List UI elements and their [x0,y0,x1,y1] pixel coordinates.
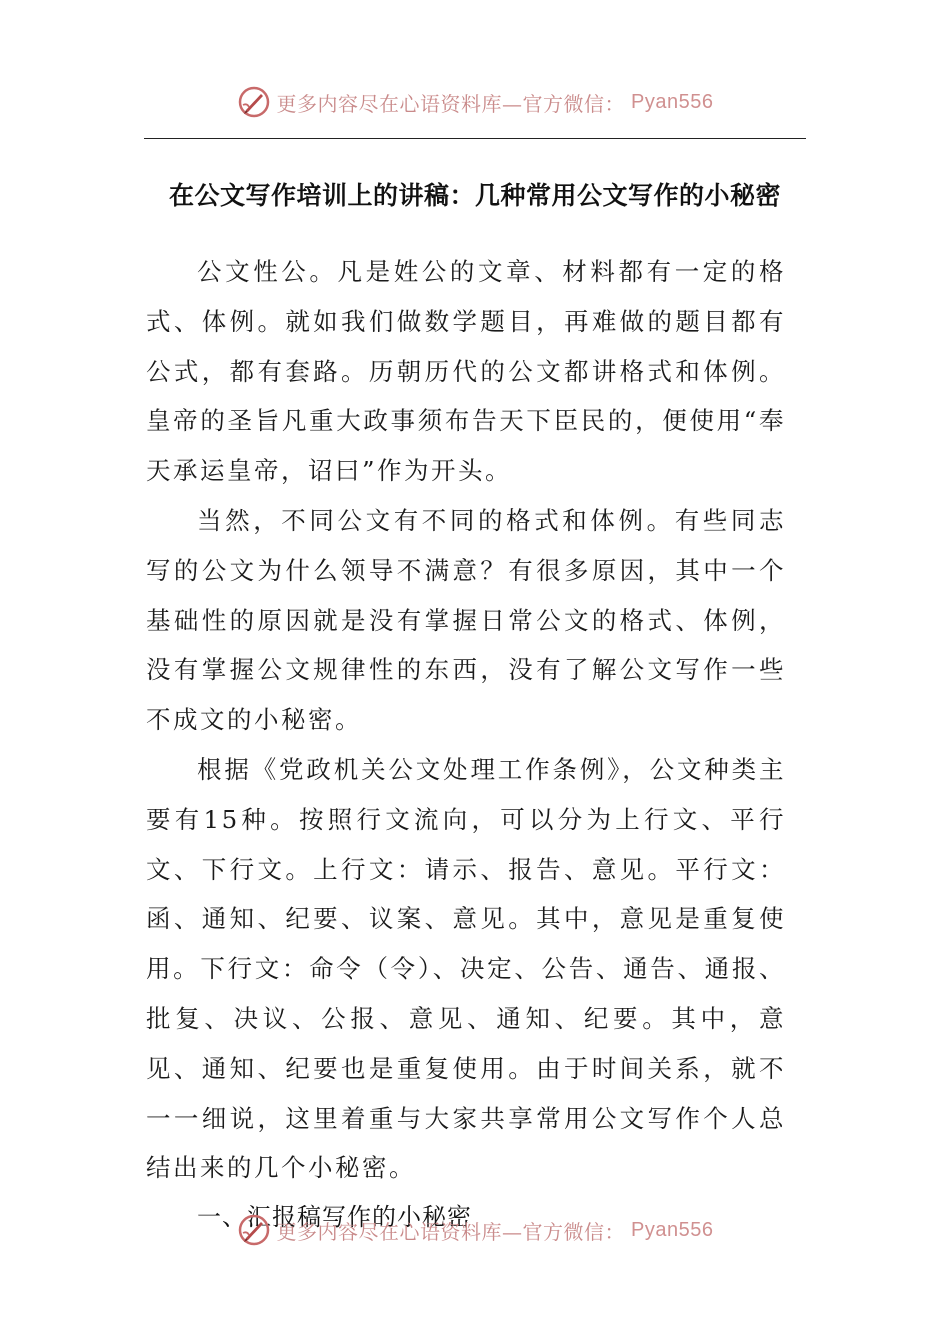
pen-logo-icon [237,85,271,119]
section-heading: 一、汇报稿写作的小秘密 [197,1203,472,1232]
watermark-handle: Pyan556 [631,90,714,113]
watermark-text: 更多内容尽在心语资料库—官方微信： [276,91,626,116]
paragraph-2: 当然，不同公文有不同的格式和体例。有些同志写的公文为什么领导不满意？有很多原因，其中一个基础性的原因就是没有掌握日常公文的格式、体例，没有掌握公文规律性的东西，没有了解公文写作一些不成文的小秘密。 [146,505,786,735]
pen-logo-icon [237,1213,271,1247]
document-title: 在公文写作培训上的讲稿：几种常用公文写作的小秘密 [168,181,781,210]
watermark-text: 更多内容尽在心语资料库—官方微信： [276,1219,626,1244]
footer-watermark [0,1210,950,1250]
document-body [146,247,786,1243]
header-watermark [0,82,950,122]
watermark-handle: Pyan556 [631,1218,714,1241]
paragraph-1: 公文性公。凡是姓公的文章、材料都有一定的格式、体例。就如我们做数学题目，再难做的题目都有公式，都有套路。历朝历代的公文都讲格式和体例。皇帝的圣旨凡重大政事须布告天下臣民的，便使用“奉天承运皇帝，诏曰”作为开头。 [146,257,786,486]
header-divider [144,138,806,139]
paragraph-3: 根据《党政机关公文处理工作条例》，公文种类主要有15种。按照行文流向，可以分为上行文、平行文、下行文。上行文：请示、报告、意见。平行文：函、通知、纪要、议案、意见。其中，意见是重复使用。下行文：命令（令）、决定、公告、通告、通报、批复、决议、公报、意见、通知、纪要。其中，意见、通知、纪要也是重复使用。由于时间关系，就不一一细说，这里着重与大家共享常用公文写作个人总结出来的几个小秘密。 [146,754,786,1183]
